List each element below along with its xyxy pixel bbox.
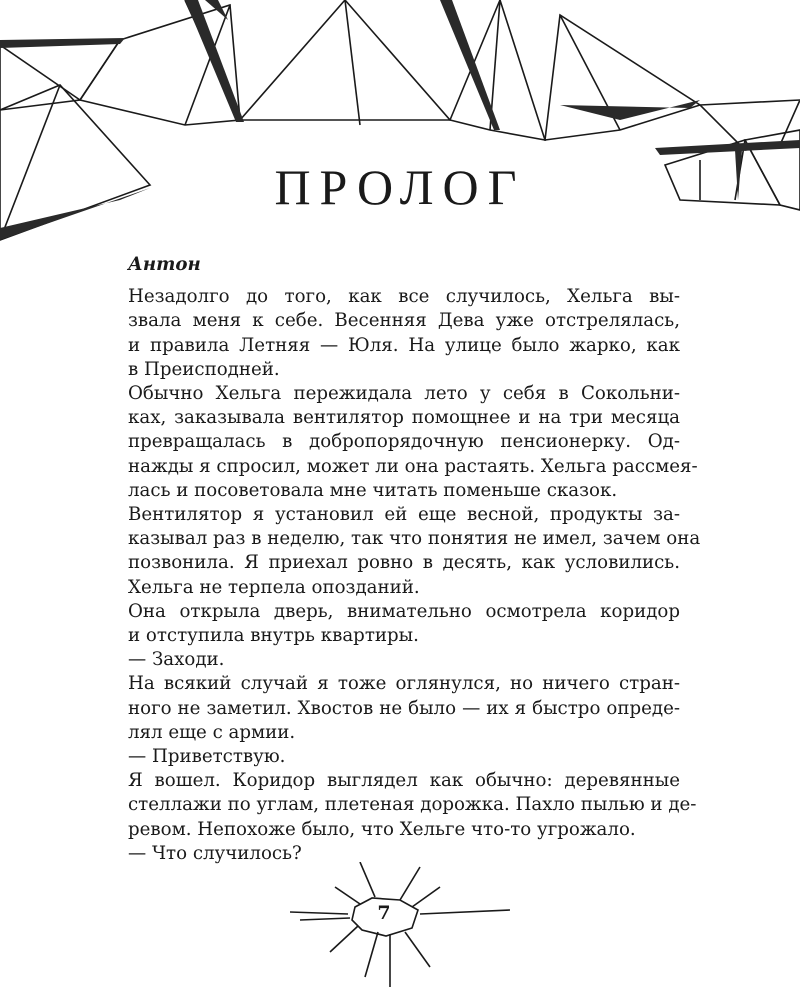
text-line: нажды я спросил, может ли она растаять. Хельга рассмея- (128, 455, 698, 477)
text-line: Хельга не терпела опозданий. (128, 576, 420, 598)
page-number-ornament (290, 862, 510, 987)
text-line: позвонила. Я приехал ровно в десять, как условились. (128, 552, 680, 574)
text-line: ках, заказывала вентилятор помощнее и на три месяца (128, 407, 680, 429)
text-line: в Преисподней. (128, 358, 280, 380)
text-line: Незадолго до того, как все случилось, Хельга вы- (128, 286, 680, 308)
text-line: ревом. Непохоже было, что Хельге что-то угрожало. (128, 818, 636, 840)
text-line: Она открыла дверь, внимательно осмотрела коридор (128, 600, 680, 622)
text-line: стеллажи по углам, плетеная дорожка. Пахло пылью и де- (128, 794, 697, 816)
text-line: лял еще с армии. (128, 721, 296, 743)
text-line: звала меня к себе. Весенняя Дева уже отстрелялась, (128, 310, 680, 332)
text-line: лась и посоветовала мне читать поменьше сказок. (128, 479, 618, 501)
text-line: и правила Летняя — Юля. На улице было жарко, как (128, 334, 680, 356)
text-line: Вентилятор я установил ей еще весной, продукты за- (128, 504, 680, 526)
text-line: — Заходи. (128, 649, 225, 671)
text-line: ного не заметил. Хвостов не было — их я быстро опреде- (128, 697, 680, 719)
chapter-title: ПРОЛОГ (274, 159, 526, 215)
page-number: 7 (377, 902, 391, 924)
text-line: казывал раз в неделю, так что понятия не имел, зачем она (128, 528, 701, 550)
text-line: и отступила внутрь квартиры. (128, 625, 419, 647)
text-line: Обычно Хельга пережидала лето у себя в Сокольни- (128, 383, 680, 405)
text-line: — Приветствую. (128, 746, 286, 768)
text-line: На всякий случай я тоже оглянулся, но ничего стран- (128, 673, 680, 695)
body-text (128, 285, 701, 866)
text-line: — Что случилось? (128, 842, 302, 864)
prologue-text (128, 253, 701, 866)
character-name: Антон (128, 254, 201, 275)
text-line: превращалась в добропорядочную пенсионерку. Од- (128, 431, 680, 453)
text-line: Я вошел. Коридор выглядел как обычно: деревянные (128, 770, 680, 792)
